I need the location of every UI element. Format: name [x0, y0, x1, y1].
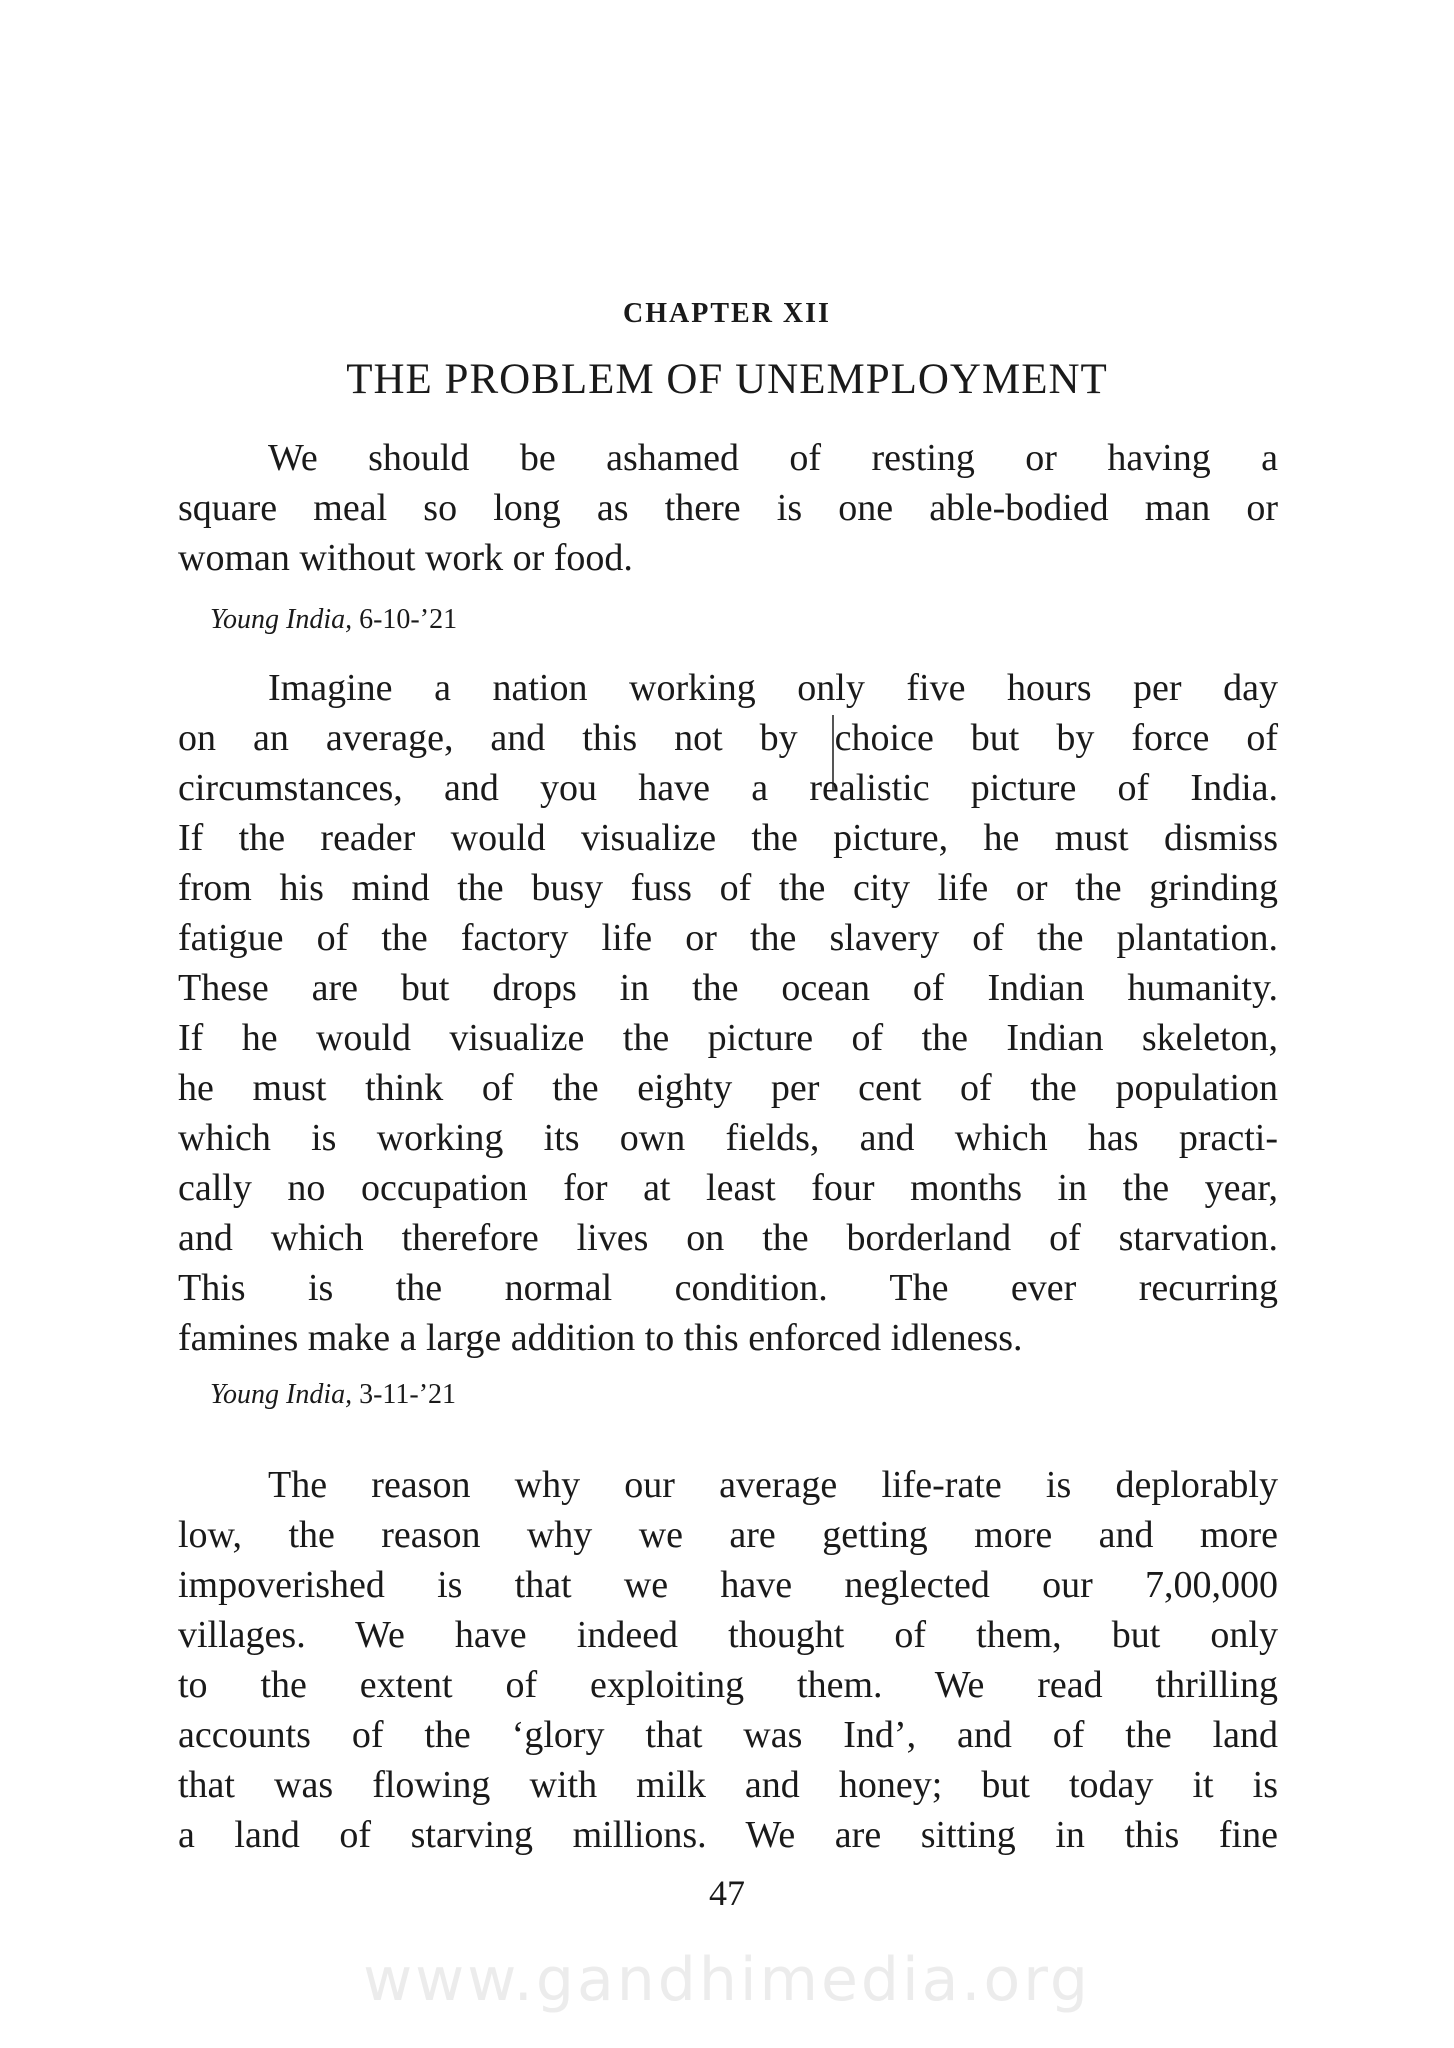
source-citation-2	[210, 1377, 456, 1413]
paragraph-line: which is working its own fields, and which has practi-	[178, 1117, 1278, 1159]
paragraph-line: impoverished is that we have neglected our 7,00,000	[178, 1564, 1278, 1606]
paragraph-line: villages. We have indeed thought of them, but only	[178, 1614, 1278, 1656]
paragraph-line: The reason why our average life-rate is deplorably	[268, 1464, 1278, 1506]
source-citation-1	[210, 602, 457, 638]
paragraph-line: accounts of the ‘glory that was Ind’, and of the land	[178, 1714, 1278, 1756]
chapter-title: THE PROBLEM OF UNEMPLOYMENT	[346, 356, 1108, 403]
source-date: 6-10-’21	[359, 604, 458, 635]
paragraph-3	[178, 1460, 1278, 1860]
paragraph-line: We should be ashamed of resting or having a	[268, 437, 1278, 479]
paragraph-line: fatigue of the factory life or the slavery of the plantation.	[178, 917, 1278, 959]
paragraph-1	[178, 433, 1278, 583]
paragraph-line: a land of starving millions. We are sitting in this fine	[178, 1814, 1278, 1856]
source-publication: Young India,	[210, 604, 353, 635]
paragraph-line: circumstances, and you have a realistic picture of India.	[178, 767, 1278, 809]
paragraph-line: that was flowing with milk and honey; but today it is	[178, 1764, 1278, 1806]
paragraph-line: woman without work or food.	[178, 537, 633, 579]
page-number: 47	[709, 1873, 745, 1913]
paragraph-line: to the extent of exploiting them. We read thrilling	[178, 1664, 1278, 1706]
paragraph-line: on an average, and this not by choice but by force of	[178, 717, 1278, 759]
paragraph-line: he must think of the eighty per cent of the population	[178, 1067, 1278, 1109]
paragraph-line: square meal so long as there is one able-bodied man or	[178, 487, 1278, 529]
chapter-label: CHAPTER XII	[623, 298, 831, 329]
paragraph-line: low, the reason why we are getting more and more	[178, 1514, 1278, 1556]
source-publication: Young India,	[210, 1379, 353, 1410]
watermark: www.gandhimedia.org	[363, 1945, 1091, 2015]
paragraph-line: famines make a large addition to this enforced idleness.	[178, 1317, 1023, 1359]
source-date: 3-11-’21	[359, 1379, 457, 1410]
paragraph-line: and which therefore lives on the borderland of starvation.	[178, 1217, 1278, 1259]
paragraph-2	[178, 663, 1278, 1363]
paragraph-line: from his mind the busy fuss of the city life or the grinding	[178, 867, 1278, 909]
paragraph-line: These are but drops in the ocean of Indian humanity.	[178, 967, 1278, 1009]
paragraph-line: If the reader would visualize the picture, he must dismiss	[178, 817, 1278, 859]
paragraph-line: cally no occupation for at least four months in the year,	[178, 1167, 1278, 1209]
paragraph-line: This is the normal condition. The ever recurring	[178, 1267, 1278, 1309]
paragraph-line: If he would visualize the picture of the Indian skeleton,	[178, 1017, 1278, 1059]
paragraph-line: Imagine a nation working only five hours per day	[268, 667, 1278, 709]
